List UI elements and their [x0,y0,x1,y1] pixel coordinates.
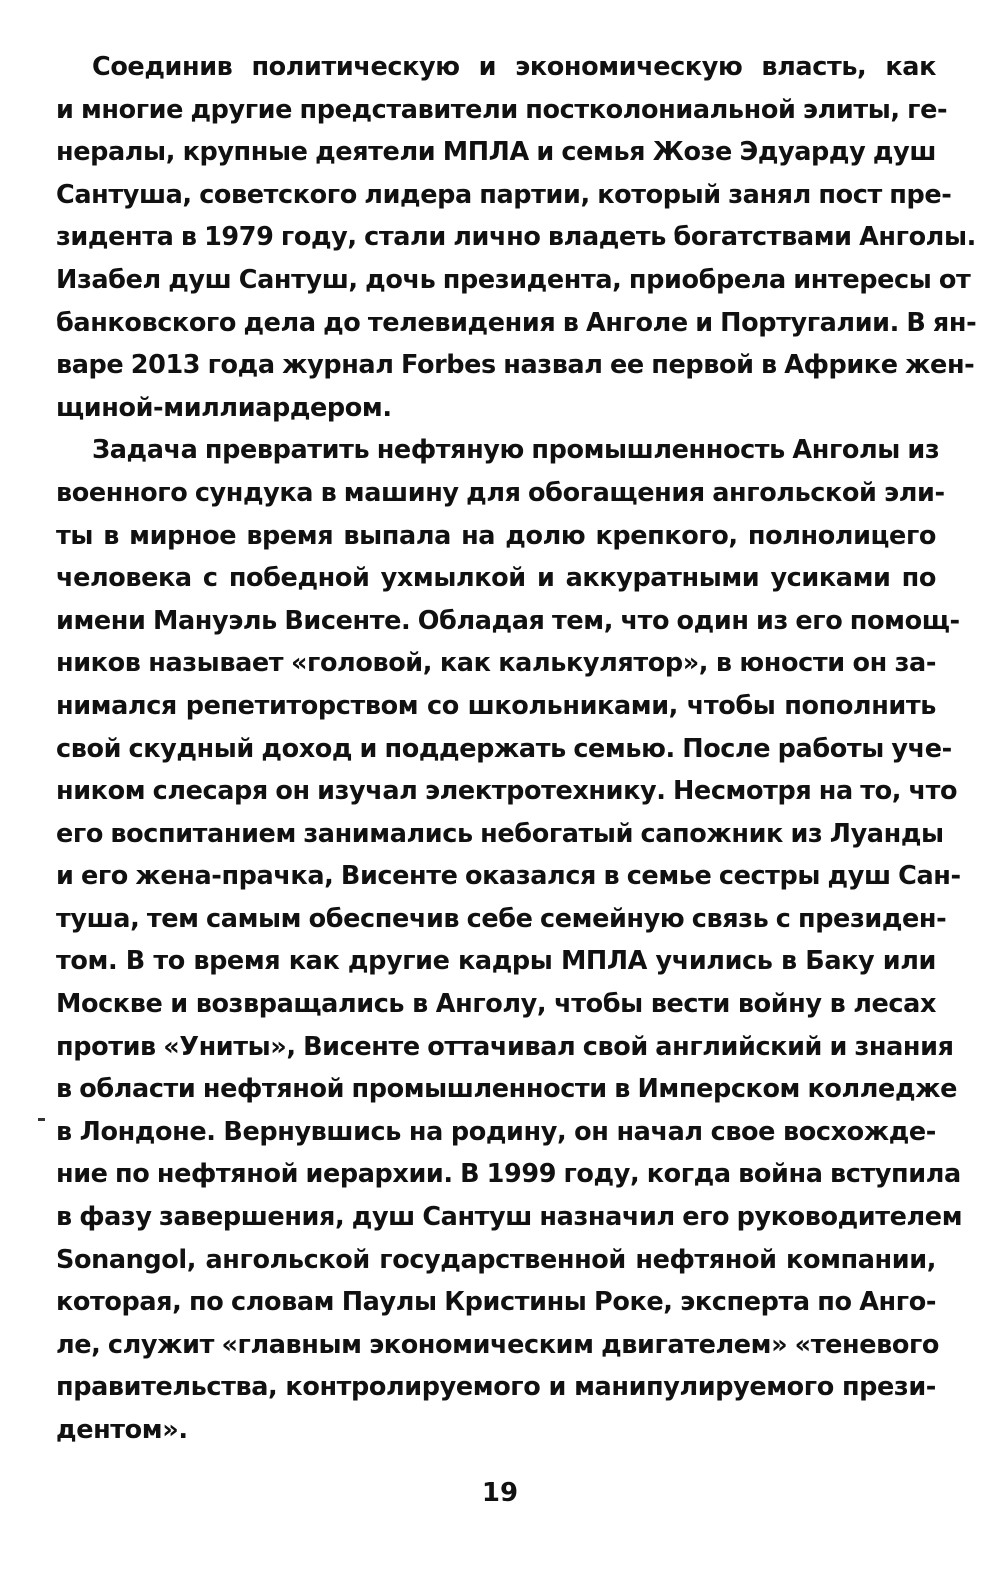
text-line: том. В то время как другие кадры МПЛА учились в Баку или [56,946,936,977]
paragraph-1 [56,46,977,429]
text-line: в фазу завершения, душ Сантуш назначил его руководителем [56,1202,963,1233]
text-line: банковского дела до телевидения в Анголе и Португалии. В ян- [56,307,977,338]
text-line: дентом». [56,1415,188,1445]
text-line: в Лондоне. Вернувшись на родину, он начал свое восхожде- [56,1116,936,1147]
text-line: нералы, крупные деятели МПЛА и семья Жозе Эдуарду душ [56,137,936,168]
text-line: ле, служит «главным экономическим двигателем» «теневого [56,1329,939,1360]
text-line: человека с победной ухмылкой и аккуратными усиками по [56,563,936,594]
text-line: ние по нефтяной иерархии. В 1999 году, когда война вступила [56,1159,961,1190]
text-line: ником слесаря он изучал электротехнику. Несмотря на то, что [56,776,958,807]
text-line: Москве и возвращались в Анголу, чтобы вести войну в лесах [56,989,936,1020]
text-line: Sonangol, ангольской государственной нефтяной компании, [56,1244,936,1275]
page-number: 19 [481,1478,519,1508]
text-line: варе 2013 года журнал Forbes назвал ее первой в Африке жен- [56,350,975,381]
paragraph-2 [56,429,963,1451]
text-line: туша, тем самым обеспечив себе семейную связь с президен- [56,903,947,934]
text-line: в области нефтяной промышленности в Имперском колледже [56,1074,958,1105]
text-line: которая, по словам Паулы Кристины Роке, эксперта по Анго- [56,1287,936,1318]
text-line: щиной-миллиардером. [56,392,392,423]
text-line: военного сундука в машину для обогащения ангольской эли- [56,477,945,508]
text-line: правительства, контролируемого и манипулируемого прези- [56,1372,936,1403]
text-line: ты в мирное время выпала на долю крепкого, полнолицего [56,520,936,551]
text-line: ников называет «головой, как калькулятор», в юности он за- [56,648,936,679]
text-line: зидента в 1979 году, стали лично владеть богатствами Анголы. [56,222,976,253]
margin-mark [38,1118,45,1121]
text-line: Изабел душ Сантуш, дочь президента, приобрела интересы от [56,264,971,295]
text-line: и его жена-прачка, Висенте оказался в семье сестры душ Сан- [56,861,961,892]
text-line: имени Мануэль Висенте. Обладая тем, что один из его помощ- [56,605,960,636]
text-line: и многие другие представители постколониальной элиты, ге- [56,94,948,125]
text-line: Сантуша, советского лидера партии, который занял пост пре- [56,179,952,210]
text-line: свой скудный доход и поддержать семью. После работы уче- [56,733,952,764]
text-line: Задача превратить нефтяную промышленность Анголы из [92,435,940,466]
text-line: Соединив политическую и экономическую власть, как [92,52,936,82]
page-body [56,46,977,1452]
text-line: нимался репетиторством со школьниками, чтобы пополнить [56,690,936,721]
text-line: его воспитанием занимались небогатый сапожник из Луанды [56,818,944,849]
text-line: против «Униты», Висенте оттачивал свой английский и знания [56,1031,954,1062]
